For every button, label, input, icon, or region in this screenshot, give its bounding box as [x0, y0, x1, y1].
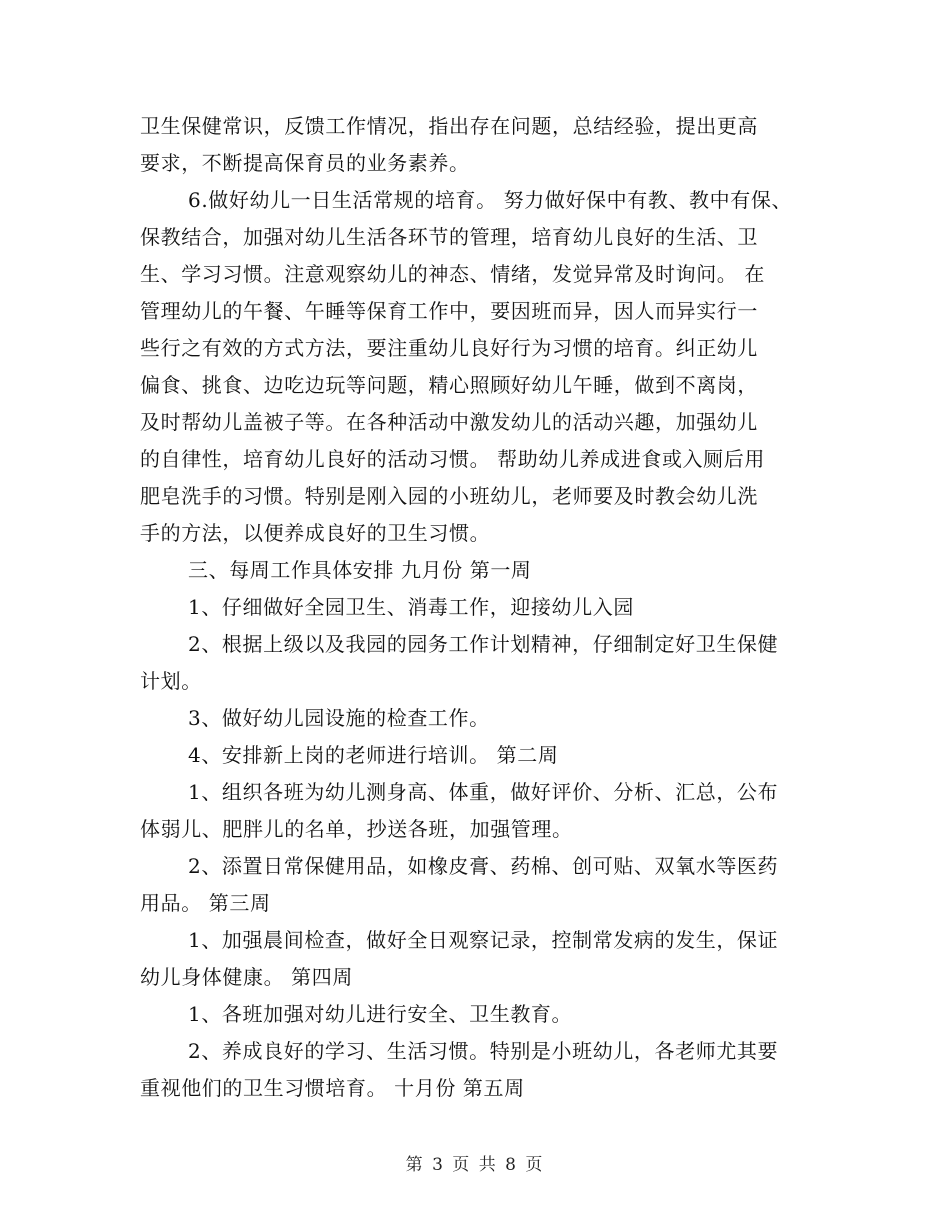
text-line: 用品。 第三周 — [140, 891, 271, 915]
text-line: 卫生保健常识，反馈工作情况，指出存在问题，总结经验，提出更高 — [140, 114, 758, 138]
text-line: 4、安排新上岗的老师进行培训。 第二周 — [188, 743, 559, 767]
text-line: 2、养成良好的学习、生活习惯。特别是小班幼儿，各老师尤其要 — [188, 1039, 779, 1063]
text-line: 2、添置日常保健用品，如橡皮膏、药棉、创可贴、双氧水等医药 — [188, 854, 779, 878]
text-line: 生、学习习惯。注意观察幼儿的神态、情绪，发觉异常及时询问。 在 — [140, 262, 765, 286]
text-line: 6.做好幼儿一日生活常规的培育。 努力做好保中有教、教中有保、 — [188, 188, 793, 212]
text-line: 保教结合，加强对幼儿生活各环节的管理，培育幼儿良好的生活、卫 — [140, 225, 758, 249]
text-line: 些行之有效的方式方法，要注重幼儿良好行为习惯的培育。纠正幼儿 — [140, 336, 758, 360]
text-line: 体弱儿、肥胖儿的名单，抄送各班，加强管理。 — [140, 817, 573, 841]
text-line: 3、做好幼儿园设施的检查工作。 — [188, 706, 490, 730]
text-line: 要求，不断提高保育员的业务素养。 — [140, 151, 470, 175]
text-line: 1、仔细做好全园卫生、消毒工作，迎接幼儿入园 — [188, 595, 634, 619]
text-line: 计划。 — [140, 669, 202, 693]
text-line: 1、组织各班为幼儿测身高、体重，做好评价、分析、汇总，公布 — [188, 780, 779, 804]
text-line: 三、每周工作具体安排 九月份 第一周 — [188, 558, 532, 582]
page-footer: 第 3 页 共 8 页 — [405, 1155, 545, 1175]
text-line: 1、加强晨间检查，做好全日观察记录，控制常发病的发生，保证 — [188, 928, 779, 952]
text-line: 的自律性，培育幼儿良好的活动习惯。 帮助幼儿养成进食或入厕后用 — [140, 447, 765, 471]
text-line: 2、根据上级以及我园的园务工作计划精神，仔细制定好卫生保健 — [188, 632, 779, 656]
text-line: 重视他们的卫生习惯培育。 十月份 第五周 — [140, 1076, 525, 1100]
text-line: 肥皂洗手的习惯。特别是刚入园的小班幼儿，老师要及时教会幼儿洗 — [140, 484, 758, 508]
text-line: 手的方法，以便养成良好的卫生习惯。 — [140, 521, 491, 545]
text-line: 偏食、挑食、边吃边玩等问题，精心照顾好幼儿午睡，做到不离岗， — [140, 373, 758, 397]
text-line: 管理幼儿的午餐、午睡等保育工作中，要因班而异，因人而异实行一 — [140, 299, 758, 323]
text-line: 幼儿身体健康。 第四周 — [140, 965, 353, 989]
document-body — [140, 108, 820, 1107]
text-line: 1、各班加强对幼儿进行安全、卫生教育。 — [188, 1002, 573, 1026]
text-line: 及时帮幼儿盖被子等。在各种活动中激发幼儿的活动兴趣，加强幼儿 — [140, 410, 758, 434]
